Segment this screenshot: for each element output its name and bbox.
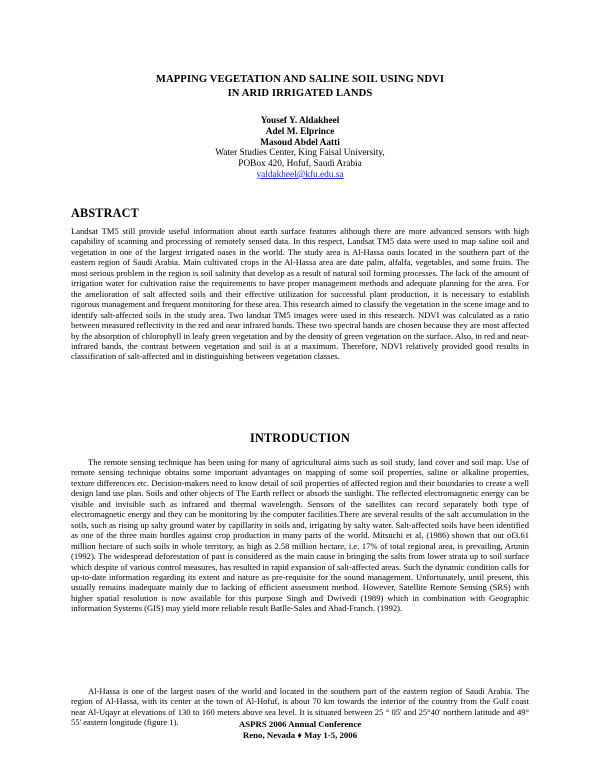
- introduction-paragraph: Al-Hassa is one of the largest oases of the world and located in the southern part of the eastern region of Saudi Arabia. The region of Al-Hassa, with its center at the town of Al-Hofuf, is about 70 km towards the interior of the country from the Gulf coast near Al-Uqayr at elevations of 130 to 160 meters above sea level. It is situated between 25 ° 05' and 25°40' northern latitude and 49° 55' eastern longitude (figure 1).: [71, 686, 529, 728]
- introduction-heading: INTRODUCTION: [250, 431, 350, 445]
- affiliation-address: POBox 420, Hofuf, Saudi Arabia: [238, 159, 362, 170]
- author-name: Adel M. Elprince: [265, 126, 335, 137]
- footer-location-date: Reno, Nevada ♦ May 1-5, 2006: [242, 730, 358, 740]
- conference-footer: [150, 719, 450, 741]
- introduction-paragraph: The remote sensing technique has been using for many of agricultural aims such as soil study, land cover and soil map. Use of remote sensing technique obtains some important advantages on mapping of some soil properties, saline or alkaline properties, texture differences etc. Decision-makers need to know detail of soil properties of affected region and their boundaries to create a well design land use plan. Soils and other objects of The Earth reflect or absorb the sunlight. The reflected electromagnetic energy can be visible and invisible such as infrared and thermal wavelength. Sensors of the satellites can record separately both type of electromagnetic energy and they can be monitoring by the computer facilities.There are several results of the salt accumulation in the soils, such as rising up salty ground water by capillarity in soils and, irrigating by salty water. Salt-affected soils have been identified as one of the three main hurdles against crop production in many parts of the world. Mitsuchi et al, (1986) shown that out of3.61 million hectare of such soils in whole territory, as high as 2.58 million hectare, i.e. 17% of total regional area, is prevailing, Arunin (1992). The widespread deforestation of past is considered as the main cause in bringing the salts from lower strata up to soil surface which despite of various control measures, has resulted in rapid expansion of salt-affected areas. Such the dynamic condition calls for up-to-date information regarding its extent and nature as pre-requisite for the sound management. Unfortunately, until present, this usually remains inadequate mainly due to lacking of efficient assessment method. However, Satellite Remote Sensing (SRS) with higher spatial resolution is now available for this purpose Singh and Dwivedi (1989) which in combination with Geographic information Systems (GIS) may yield more reliable result Batlle-Sales and Abad-Franch. (1992).: [71, 457, 529, 614]
- title-line-2: IN ARID IRRIGATED LANDS: [227, 88, 373, 99]
- author-email-link[interactable]: yaldakheel@kfu.edu.sa: [256, 169, 344, 180]
- footer-conference-name: ASPRS 2006 Annual Conference: [238, 719, 362, 729]
- paper-title: [70, 73, 530, 101]
- author-name: Yousef Y. Aldakheel: [260, 116, 340, 126]
- author-block: [150, 116, 450, 181]
- author-name: Masoud Abdel Aatti: [260, 137, 340, 148]
- title-line-1: MAPPING VEGETATION AND SALINE SOIL USING NDVI: [155, 74, 445, 85]
- abstract-paragraph: Landsat TM5 still provide useful information about earth surface features although there are more advanced sensors with high capability of scanning and processing of remotely sensed data. In this respect, Landsat TM5 data were used to map saline soil and vegetation in one of the largest irrigated oases in the world. The study area is Al-Hassa oasis located in the southern part of the eastern region of Saudi Arabia. Main cultivated crops in the Al-Hassa area are date palm, alfalfa, vegetables, and some fruits. The most serious problem in the region is soil salinity that develop as a result of natural soil forming processes. The lack of the amount of irrigation water for cultivation raise the requirements to have proper management methods and adequate planning for the area. For the amelioration of salt affected soils and their effective utilization for successful plant production, it is necessary to establish rigorous management and frequent monitoring for these area. This research aimed to classify the vegetation in the scene image and to identify salt-affected soils in the study area. Two landsat TM5 images were used in this research. NDVI was calculated as a ratio between measured reflectivity in the red and near infrared bands. These two spectral bands are chosen because they are most affected by the absorption of chlorophyll in leafy green vegetation and by the density of green vegetation on the surface. Also, in red and near-infrared bands, the contrast between vegetation and soil is at a maximum. Therefore, NDVI relatively provided good results in classification of salt-affected and in distinguishing between vegetation classes.: [71, 226, 529, 362]
- affiliation-line: Water Studies Center, King Faisal University,: [215, 148, 385, 159]
- abstract-heading: ABSTRACT: [71, 206, 139, 220]
